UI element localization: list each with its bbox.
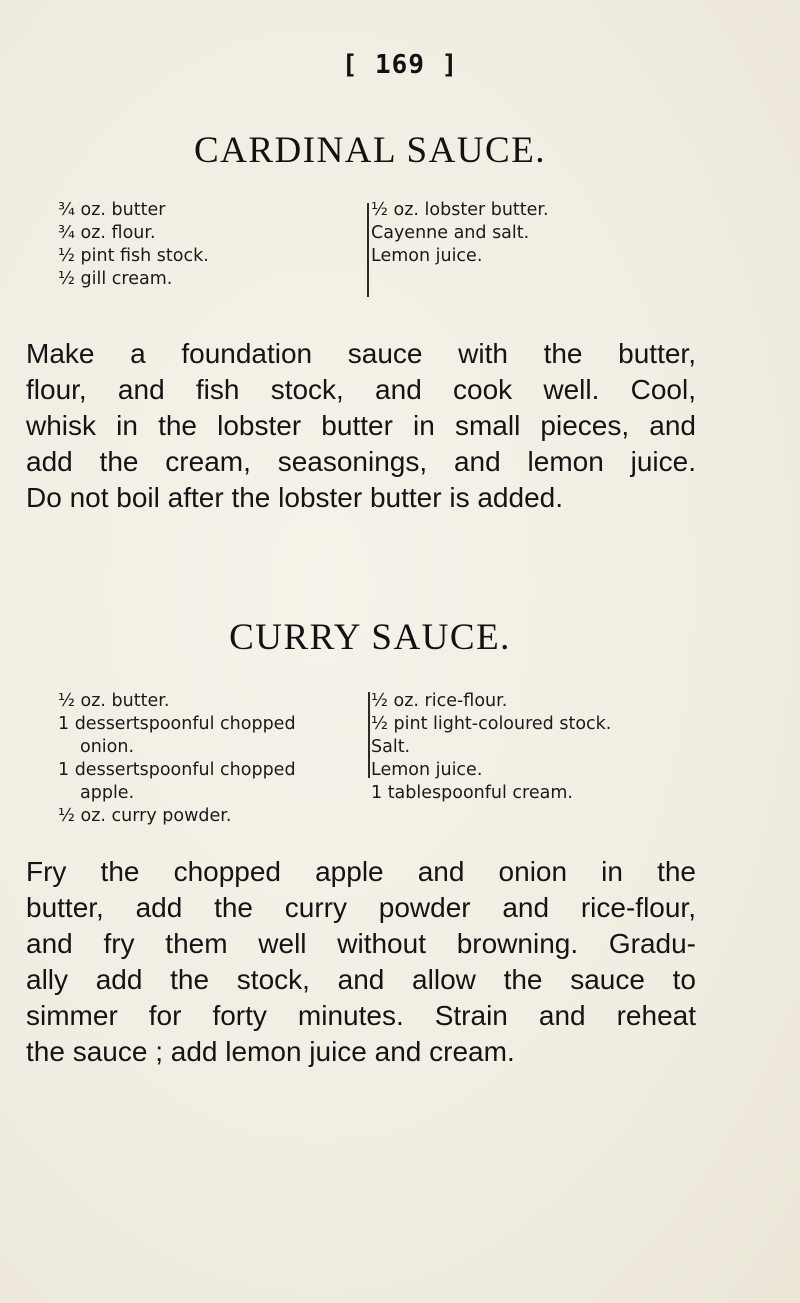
method-line: Fry the chopped apple and onion in the: [26, 856, 696, 887]
page-number: [ 169 ]: [341, 50, 459, 80]
ingredient-item: 1 tablespoonful cream.: [371, 783, 573, 803]
ingredient-item: apple.: [80, 783, 135, 803]
ingredient-item: ½ gill cream.: [58, 269, 173, 289]
ingredient-item: Lemon juice.: [371, 760, 483, 780]
ingredient-item: ¾ oz. flour.: [58, 223, 156, 243]
method-line: and fry them well without browning. Gradu-: [26, 928, 696, 959]
method-line: flour, and fish stock, and cook well. Cool,: [26, 374, 696, 405]
ingredients-column-left: [58, 199, 209, 291]
ingredient-item: ¾ oz. butter: [58, 200, 166, 220]
ingredients-column-right: [371, 690, 611, 805]
method-line: the sauce ; add lemon juice and cream.: [26, 1036, 515, 1067]
method-line: add the cream, seasonings, and lemon juice.: [26, 446, 696, 477]
method-line: Do not boil after the lobster butter is added.: [26, 482, 563, 513]
recipe-method-curry: [26, 854, 696, 1070]
ingredient-item: Salt.: [371, 737, 411, 757]
ingredient-item: 1 dessertspoonful chopped: [58, 714, 296, 734]
recipe-title-curry-sauce: CURRY SAUCE.: [229, 617, 511, 658]
method-line: simmer for forty minutes. Strain and reheat: [26, 1000, 696, 1031]
method-line: Make a foundation sauce with the butter,: [26, 338, 696, 369]
ingredients-column-left: [58, 690, 296, 828]
ingredients-list-curry: [58, 690, 758, 830]
method-line: ally add the stock, and allow the sauce to: [26, 964, 696, 995]
ingredients-column-right: [371, 199, 549, 268]
recipe-title-cardinal-sauce: CARDINAL SAUCE.: [193, 130, 547, 171]
method-line: whisk in the lobster butter in small pieces, and: [26, 410, 696, 441]
column-divider: [368, 692, 370, 778]
ingredient-item: ½ oz. butter.: [58, 691, 170, 711]
method-line: butter, add the curry powder and rice-flour,: [26, 892, 696, 923]
recipe-method-cardinal: [26, 336, 696, 516]
ingredient-item: Lemon juice.: [371, 246, 483, 266]
ingredient-item: ½ oz. lobster butter.: [371, 200, 549, 220]
ingredient-item: ½ pint fish stock.: [58, 246, 209, 266]
ingredient-item: ½ pint light-coloured stock.: [371, 714, 612, 734]
ingredient-item: 1 dessertspoonful chopped: [58, 760, 296, 780]
ingredient-item: ½ oz. rice-flour.: [371, 691, 508, 711]
ingredient-item: Cayenne and salt.: [371, 223, 530, 243]
ingredient-item: onion.: [80, 737, 135, 757]
column-divider: [367, 203, 369, 297]
ingredient-item: ½ oz. curry powder.: [58, 806, 232, 826]
ingredients-list-cardinal: [58, 199, 758, 309]
